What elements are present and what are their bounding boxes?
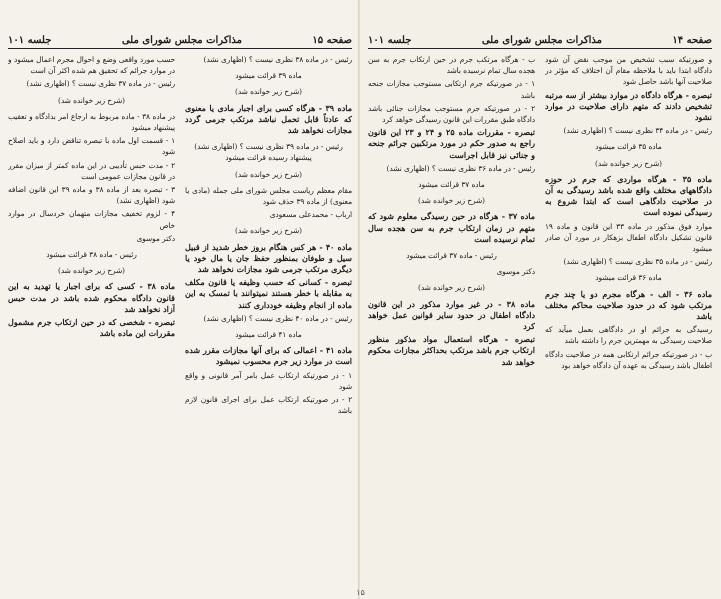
paragraph: ۱ - در صورتیکه ارتکاب عمل بامر آمر قانونی و واقع شود (185, 370, 352, 391)
right-page-title: مذاکرات مجلس شورای ملی (481, 35, 602, 46)
paragraph: رسیدگی به جرائم او در دادگاهی بعمل میآید که صلاحیت رسیدگی به مهمترین جرم را داشته باشد (545, 325, 712, 346)
article-paragraph: ماده ۴۱ - اعمالی که برای آنها مجازات مقرر شده است در موارد زیر جرم محسوب نمیشود (185, 345, 352, 367)
right-page-number: صفحه ۱۴ (672, 35, 712, 46)
speaker-line: رئیس - در ماده ۴۰ نظری نیست ؟ (اظهاری نشد) (203, 313, 352, 323)
paragraph: حسب مورد واقعی وضع و احوال مجرم اعمال میشود و در موارد جرائم که تحقیق هم شده اکثر آن است (8, 55, 175, 76)
article-paragraph: ماده ۴۰ - هر کس هنگام بروز خطر شدید از قبیل سیل و طوفان بمنظور حفظ جان یا مال خود یا دیگری مرتکب جرمی شود مجازات نخواهد شد (185, 241, 352, 275)
paragraph: در ماده ۳۸ - ماده مربوط به ارجاع امر بدادگاه و تعقیب پیشنهاد میشود (8, 111, 175, 133)
left-page-header (8, 30, 352, 49)
article-paragraph: تبصره - مقررات ماده ۲۵ و ۲۴ و ۲۳ این قانون راجع به صدور حکم در مورد مرتکبین جرائم جنحه و جنائی نیز قابل اجراست (368, 127, 535, 160)
article-paragraph: ماده ۳۸ - در غیر موارد مذکور در این قانون دادگاه اطفال در حدود سایر قوانین عمل خواهد کرد (368, 298, 535, 332)
article-paragraph: ماده ۳۷ - هرگاه در حین رسیدگی معلوم شود که متهم در زمان ارتکاب جرم به سن هجده سال تمام نرسیده است (368, 211, 535, 244)
procedural-note: (شرح زیر خوانده شد) (57, 95, 126, 105)
procedural-note: ماده ۳۵ قرائت میشود (595, 142, 662, 152)
procedural-note: (شرح زیر خوانده شد) (234, 169, 303, 179)
procedural-note: رئیس - ماده ۳۸ قرائت میشود (46, 250, 137, 260)
speaker-line: رئیس - در ماده ۳۶ نظری نیست ؟ (اظهاری نشد) (386, 163, 535, 173)
paragraph: ۲ - در صورتیکه ارتکاب عمل برای اجرای قانون لازم باشد (185, 395, 352, 416)
paragraph: ۱ - در صورتیکه جرم ارتکابی مستوجب مجازات جنحه باشد (368, 79, 535, 100)
article-paragraph: تبصره - شخصی که در حین ارتکاب جرم مشمول مقررات این ماده باشد (8, 317, 175, 339)
procedural-note: ماده ۴۱ قرائت میشود (235, 330, 302, 340)
article-paragraph: ماده ۳۵ - هرگاه مواردی که جرم در حوزه دادگاههای مختلف واقع شده باشد رسیدگی به آن در صلاحیت دادگاهی است که ابتدا شروع به رسیدگی نموده است (545, 173, 712, 218)
paragraph: مقام معظم ریاست مجلس شورای ملی جمله (مادی یا معنوی) از ماده ۳۹ حذف شود (185, 185, 352, 207)
paragraph: و صورتیکه سبب تشخیص من موجب نقض آن شود دادگاه ابتدا باید با ملاحظه مقام آن اختلاف که مؤثر در صلاحیت آنها باشد حاصل شود (545, 55, 712, 87)
paragraph: ۲ - مدت حبس تأدیبی در این ماده کمتر از میزان مقرر در قانون مجازات عمومی است (8, 160, 175, 181)
article-paragraph: تبصره - هرگاه دادگاه در موارد بیشتر از سه مرتبه تشخیص دادند که متهم دارای صلاحیت در موارد نشود (545, 89, 712, 123)
article-paragraph: تبصره - کسانی که حسب وظیفه یا قانون مکلف به مقابله با خطر هستند نمیتوانند با تمسک به این ماده از انجام وظیفه خودداری کنند (185, 277, 352, 310)
paragraph: دکتر موسوی (496, 267, 535, 277)
paragraph: ب - در صورتیکه جرائم ارتکابی همه در صلاحیت دادگاه اطفال باشد رسیدگی به عهده آن دادگاه خواهد بود (545, 349, 712, 370)
right-page-columns (368, 54, 712, 593)
speaker-line: رئیس - در ماده ۳۷ نظری نیست ؟ (اظهاری نشد) (26, 79, 175, 89)
procedural-note: (شرح زیر خوانده شد) (234, 226, 303, 236)
left-page-columns (8, 54, 352, 593)
speaker-line: رئیس - در ماده ۳۸ نظری نیست ؟ (اظهاری نشد) (203, 55, 352, 64)
procedural-note: رئیس - ماده ۳۷ قرائت میشود (406, 251, 497, 261)
article-paragraph: ماده ۳۶ - الف - هرگاه مجرم دو یا چند جرم مرتکب شود که در حدود صلاحیت محاکم مختلف باشد (545, 288, 712, 322)
right-page-right-column (545, 54, 712, 593)
article-paragraph: ماده ۳۸ - کسی که برای اجبار یا تهدید به این قانون دادگاه محکوم شده باشد در مدت حبس آزاد نخواهد شد (8, 281, 175, 314)
right-page (360, 0, 720, 599)
left-page-title: مذاکرات مجلس شورای ملی (121, 35, 242, 46)
paragraph: ۳ - تبصره بعد از ماده ۳۸ و ماده ۳۹ این قانون اضافه شود (اظهاری نشد) (8, 185, 175, 206)
procedural-note: رئیس - در ماده ۳۹ نظری نیست ؟ (اظهاری نشد) پیشنهاد رسیده قرائت میشود (194, 142, 343, 163)
procedural-note: (شرح زیر خوانده شد) (594, 158, 663, 168)
right-page-left-column (368, 54, 535, 593)
paragraph: ۴ - لزوم تخفیف مجازات متهمان خردسال در موارد خاص (8, 209, 175, 230)
speaker-line: رئیس - در ماده ۳۵ نظری نیست ؟ (اظهاری نشد) (563, 257, 712, 267)
article-paragraph: تبصره - هرگاه استعمال مواد مذکور منظور ارتکاب جرم باشد مرتکب بحداکثر مجازات محکوم خواهد شد (368, 334, 535, 367)
speaker-line: رئیس - در ماده ۳۴ نظری نیست ؟ (اظهاری نشد) (563, 126, 712, 136)
procedural-note: (شرح زیر خوانده شد) (57, 266, 126, 276)
paragraph: ب - هرگاه مرتکب جرم در حین ارتکاب جرم به سن هجده سال تمام نرسیده باشد (368, 55, 535, 76)
right-page-session: جلسه ۱۰۱ (368, 35, 412, 46)
bottom-page-mark: ۱۵ (356, 588, 365, 597)
procedural-note: ماده ۳۹ قرائت میشود (235, 71, 302, 81)
paragraph: ۱ - قسمت اول ماده با تبصره تناقض دارد و باید اصلاح شود (8, 136, 175, 157)
article-paragraph: ماده ۳۹ - هرگاه کسی برای اجبار مادی یا معنوی که عادتاً قابل تحمل نباشد مرتکب جرمی گردد مجازات نخواهد شد (185, 102, 352, 136)
paragraph: ارباب - محمدعلی مسعودی (269, 210, 352, 220)
left-page (0, 0, 360, 599)
left-page-right-column (185, 54, 352, 593)
paragraph: موارد فوق مذکور در ماده ۳۳ این قانون و ماده ۱۹ قانون تشکیل دادگاه اطفال بزهکار در مورد آن صادر میشود (545, 221, 712, 254)
paragraph: دکتر موسوی (136, 233, 175, 243)
left-page-session: جلسه ۱۰۱ (8, 35, 52, 46)
procedural-note: (شرح زیر خوانده شد) (417, 283, 486, 293)
procedural-note: (شرح زیر خوانده شد) (417, 196, 486, 206)
procedural-note: (شرح زیر خوانده شد) (234, 87, 303, 97)
left-page-left-column (8, 54, 175, 593)
paragraph: ۲ - در صورتیکه جرم مستوجب مجازات جنائی باشد دادگاه طبق مقررات این قانون رسیدگی خواهد کرد (368, 103, 535, 125)
procedural-note: ماده ۳۷ قرائت میشود (418, 180, 485, 190)
left-page-number: صفحه ۱۵ (312, 35, 352, 46)
procedural-note: ماده ۳۶ قرائت میشود (595, 273, 662, 283)
right-page-header (368, 30, 712, 49)
